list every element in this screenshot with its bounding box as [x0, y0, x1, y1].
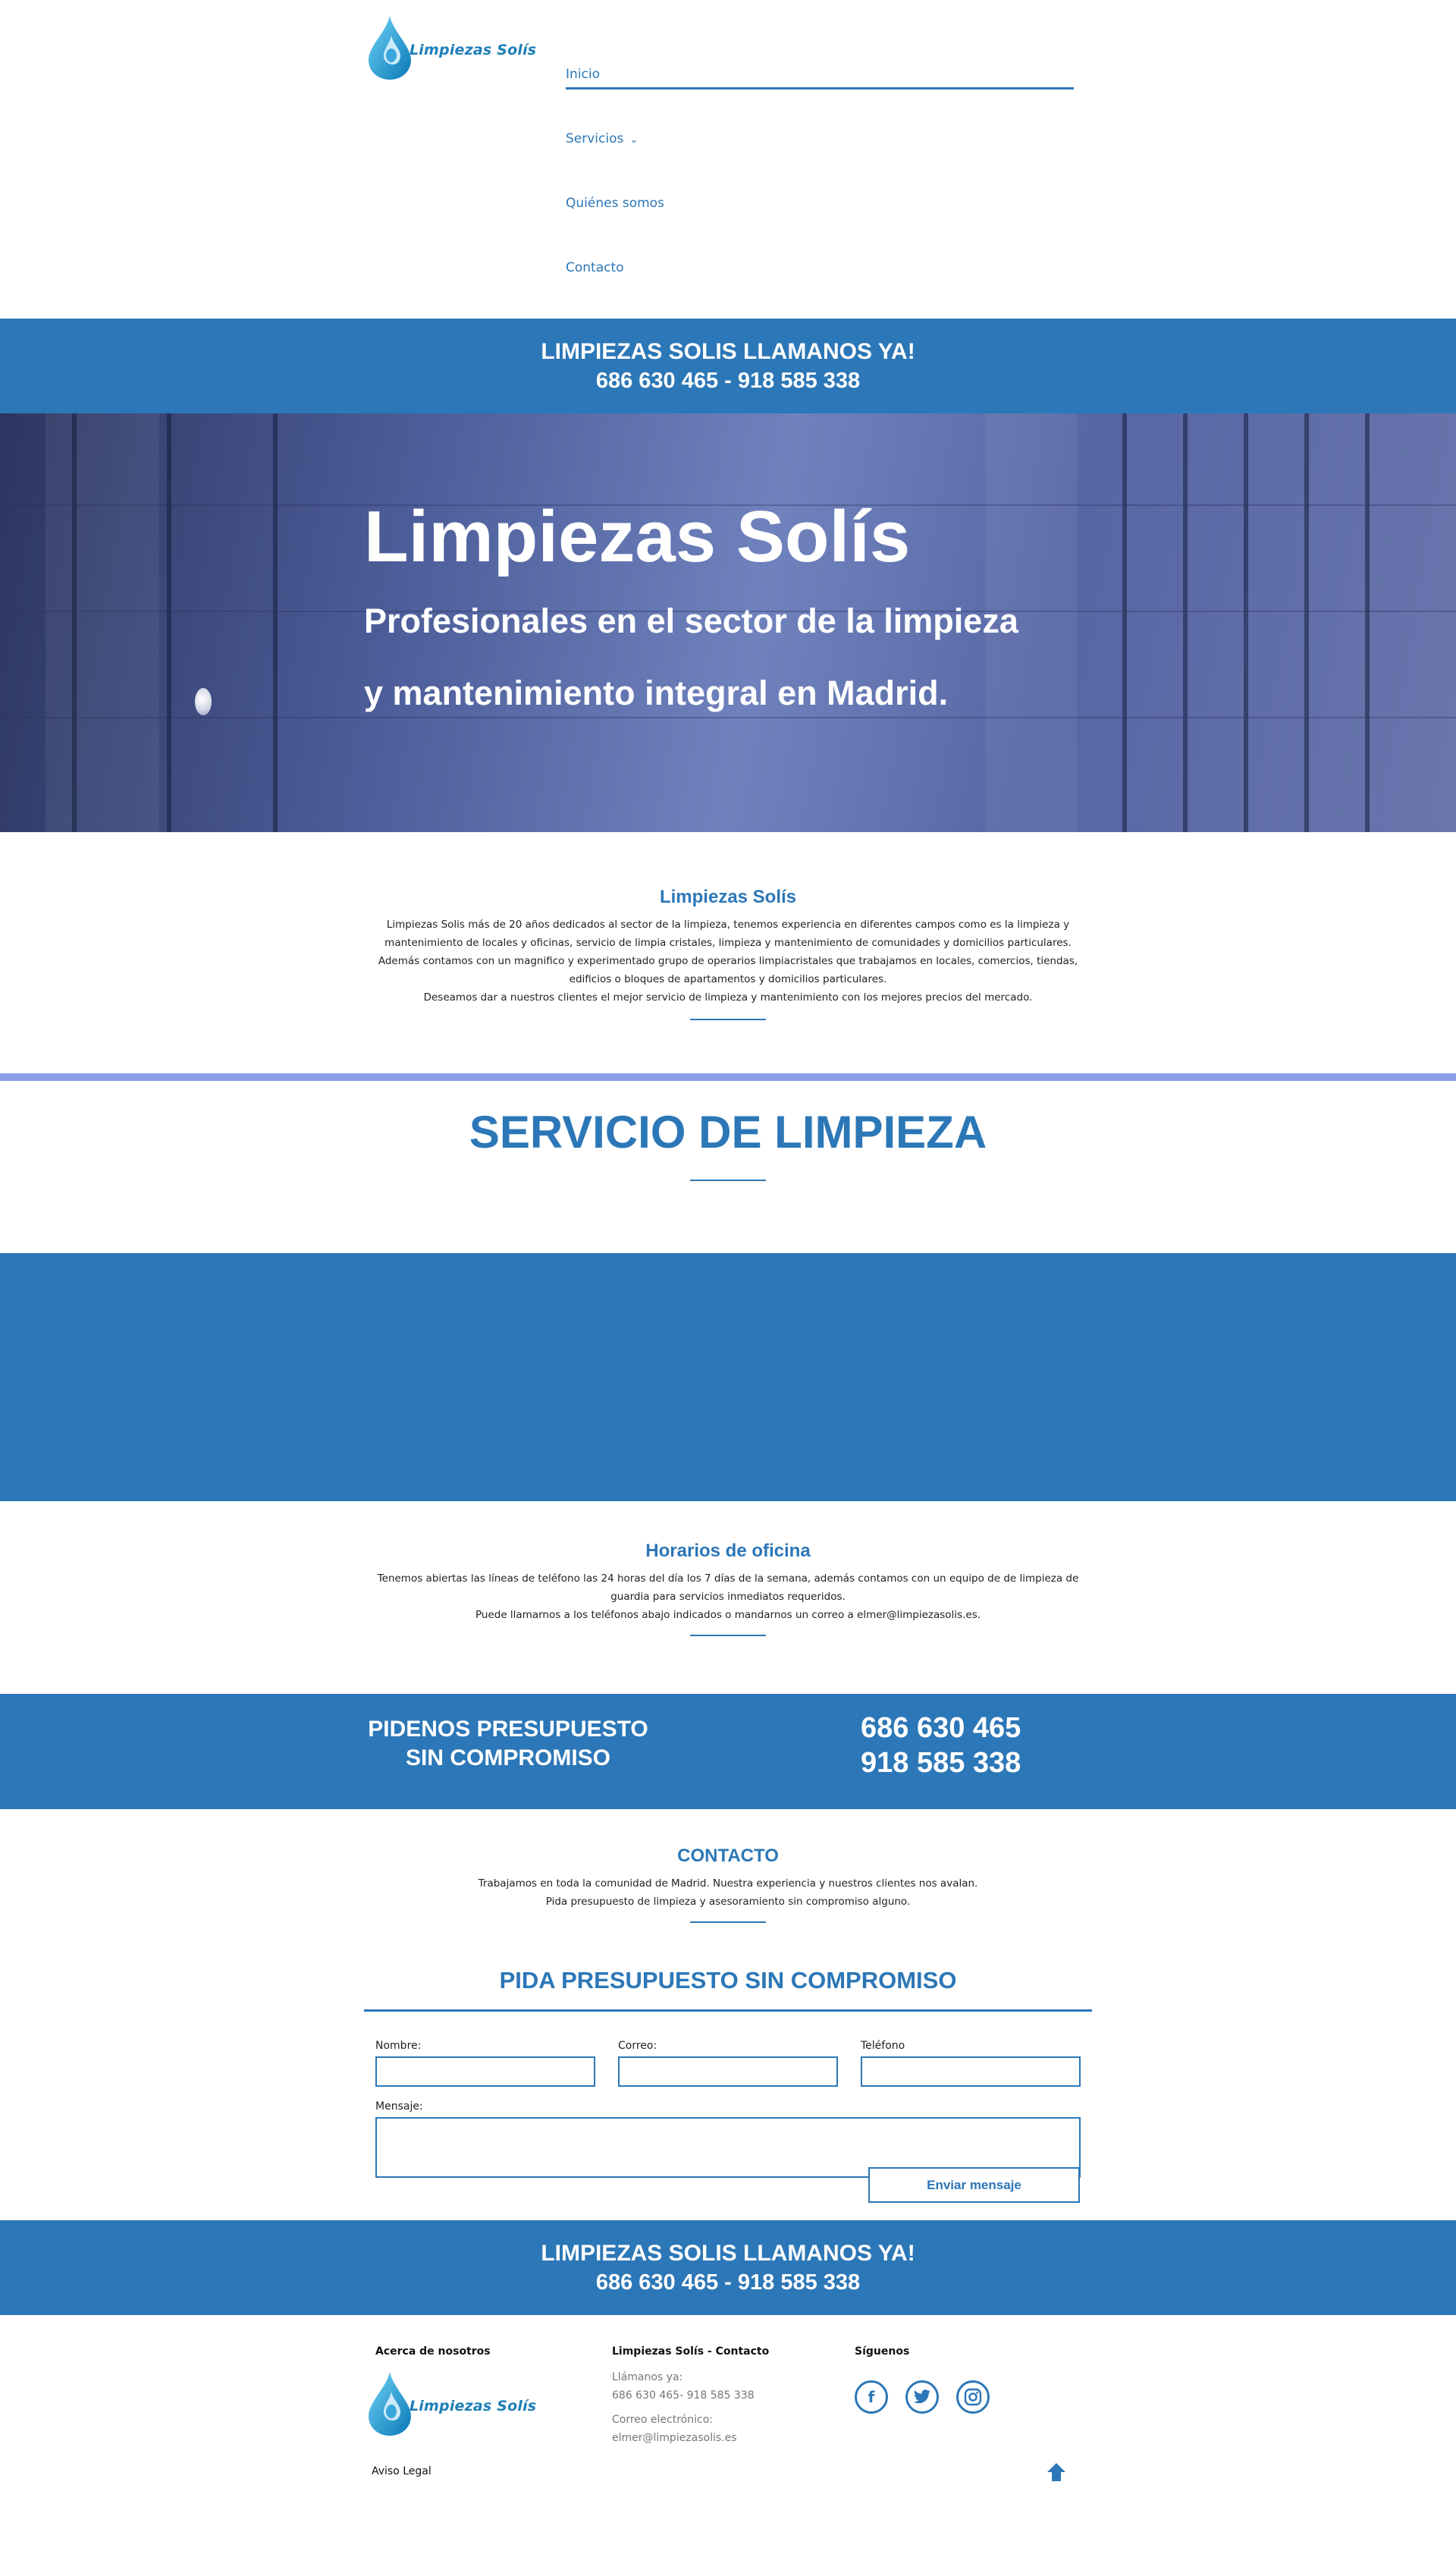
- email-field-group: [618, 2040, 838, 2087]
- services-blue-block: [0, 1253, 1456, 1501]
- about-title: Limpiezas Solís: [659, 887, 797, 907]
- section-divider: [690, 1180, 766, 1181]
- site-footer: [0, 2315, 1456, 2509]
- water-drop-logo-icon: [364, 13, 413, 81]
- contacto-section: [0, 1809, 1456, 1956]
- building-mullion: [1122, 413, 1127, 832]
- footer-about-heading: Acerca de nosotros: [375, 2345, 491, 2358]
- phone-label: Teléfono: [861, 2040, 905, 2052]
- building-mullion: [72, 413, 77, 832]
- building-mullion: [1304, 413, 1309, 832]
- twitter-icon[interactable]: [905, 2380, 939, 2414]
- horarios-text: [364, 1569, 1092, 1624]
- name-input[interactable]: [375, 2056, 595, 2087]
- nav-item-label: Inicio: [566, 67, 600, 82]
- phone-number[interactable]: 918 585 338: [861, 1747, 1021, 1779]
- scroll-to-top-icon[interactable]: [1045, 2461, 1068, 2483]
- building-mullion: [273, 413, 278, 832]
- name-label: Nombre:: [375, 2040, 422, 2052]
- phone-field-group: [861, 2040, 1081, 2087]
- facebook-icon[interactable]: f: [855, 2380, 888, 2414]
- presupuesto-line: SIN COMPROMISO: [405, 1745, 610, 1770]
- call-banner-title: LIMPIEZAS SOLIS LLAMANOS YA!: [541, 2240, 915, 2266]
- about-line: Además contamos con un magnifico y experimentado grupo de operarios limpiacristales que trabajamos en locales, comercios, tiendas,: [378, 955, 1078, 967]
- horarios-line: Tenemos abiertas las líneas de teléfono las 24 horas del día los 7 días de la semana, además contamos con un equipo de de limpieza de: [377, 1572, 1079, 1585]
- nav-item-contacto[interactable]: [566, 260, 1074, 325]
- nav-item-label: Contacto: [566, 260, 624, 275]
- footer-call-label: Llámanos ya:: [612, 2371, 683, 2383]
- section-divider: [690, 1635, 766, 1636]
- chevron-down-icon: ⌄: [629, 134, 639, 146]
- footer-email-link[interactable]: elmer@limpiezasolis.es: [612, 2432, 737, 2444]
- building-mullion: [1365, 413, 1370, 832]
- ceiling-light: [195, 688, 212, 715]
- legal-notice-link[interactable]: Aviso Legal: [372, 2465, 431, 2477]
- accent-bar: [0, 1073, 1456, 1081]
- building-mullion: [1183, 413, 1188, 832]
- hero-title: Limpiezas Solís: [364, 496, 911, 577]
- nav-item-servicios[interactable]: [566, 131, 1074, 196]
- logo-text: Limpiezas Solís: [410, 42, 537, 58]
- hero-content: [364, 495, 1092, 729]
- servicio-section: [0, 1081, 1456, 1253]
- footer-logo[interactable]: [364, 2365, 538, 2441]
- presupuesto-phones: [861, 1711, 1021, 1780]
- section-divider: [690, 1921, 766, 1923]
- contacto-title: CONTACTO: [677, 1846, 779, 1866]
- presupuesto-text: [364, 1715, 652, 1773]
- about-line: mantenimiento de locales y oficinas, servicio de limpia cristales, limpieza y mantenimiento de comunidades y domicilios particulares.: [384, 937, 1072, 949]
- nav-item-quienes-somos[interactable]: [566, 196, 1074, 260]
- site-header: [0, 0, 1456, 319]
- building-mullion: [1244, 413, 1248, 832]
- instagram-camera-icon: [964, 2388, 982, 2406]
- hero-banner: [0, 413, 1456, 832]
- site-logo[interactable]: [364, 9, 538, 85]
- footer-email-label: Correo electrónico:: [612, 2414, 713, 2426]
- main-navigation: [566, 67, 1074, 325]
- call-banner-title: LIMPIEZAS SOLIS LLAMANOS YA!: [541, 338, 915, 364]
- name-field-group: [375, 2040, 595, 2087]
- footer-contact-heading: Limpiezas Solís - Contacto: [612, 2345, 770, 2358]
- email-input[interactable]: [618, 2056, 838, 2087]
- footer-call-numbers[interactable]: 686 630 465- 918 585 338: [612, 2389, 755, 2402]
- call-banner-top: [0, 319, 1456, 413]
- contacto-text: [0, 1874, 1456, 1911]
- nav-item-label: Quiénes somos: [566, 196, 664, 211]
- nav-item-inicio[interactable]: [566, 67, 1074, 90]
- horarios-line: Puede llamarnos a los teléfonos abajo indicados o mandarnos un correo a elmer@limpiezasolis.es.: [475, 1609, 981, 1621]
- about-line: Limpiezas Solis más de 20 años dedicados al sector de la limpieza, tenemos experiencia en diferentes campos como es la limpieza y: [386, 919, 1070, 931]
- building-glass-panel: [46, 413, 159, 832]
- servicio-title: SERVICIO DE LIMPIEZA: [469, 1107, 987, 1158]
- horarios-title: Horarios de oficina: [645, 1541, 811, 1561]
- logo-text: Limpiezas Solís: [410, 2398, 537, 2414]
- building-mullion: [167, 413, 171, 832]
- footer-follow-heading: Síguenos: [855, 2345, 910, 2358]
- about-text: [364, 916, 1092, 1007]
- contacto-line: Trabajamos en toda la comunidad de Madrid. Nuestra experiencia y nuestros clientes nos avalan.: [478, 1877, 978, 1890]
- twitter-bird-icon: [913, 2389, 931, 2405]
- message-label: Mensaje:: [375, 2100, 423, 2113]
- call-banner-phones[interactable]: 686 630 465 - 918 585 338: [595, 2270, 861, 2295]
- send-message-button[interactable]: Enviar mensaje: [868, 2167, 1080, 2203]
- horarios-section: [0, 1501, 1456, 1694]
- contacto-line: Pida presupuesto de limpieza y asesoramiento sin compromiso alguno.: [545, 1896, 911, 1908]
- call-banner-phones[interactable]: 686 630 465 - 918 585 338: [595, 368, 861, 393]
- email-label: Correo:: [618, 2040, 657, 2052]
- hero-subtitle: Profesionales en el sector de la limpieza y mantenimiento integral en Madrid.: [364, 602, 1018, 712]
- section-divider: [690, 1019, 766, 1020]
- horarios-line: guardia para servicios inmediatos requeridos.: [610, 1591, 846, 1603]
- instagram-icon[interactable]: [956, 2380, 990, 2414]
- presupuesto-banner: [0, 1694, 1456, 1809]
- presupuesto-line: PIDENOS PRESUPUESTO: [368, 1717, 648, 1742]
- message-field-group: [375, 2100, 1081, 2178]
- phone-input[interactable]: [861, 2056, 1081, 2087]
- quote-form: [0, 1956, 1456, 2220]
- about-section: [0, 832, 1456, 1073]
- about-line: edificios o bloques de apartamentos y domicilios particulares.: [569, 973, 887, 985]
- water-drop-logo-icon: [364, 2369, 413, 2437]
- about-line: Deseamos dar a nuestros clientes el mejor servicio de limpieza y mantenimiento con los mejores precios del mercado.: [423, 991, 1033, 1004]
- call-banner-bottom: [0, 2220, 1456, 2315]
- nav-item-label: Servicios: [566, 131, 624, 146]
- form-title: PIDA PRESUPUESTO SIN COMPROMISO: [364, 1967, 1092, 2012]
- phone-number[interactable]: 686 630 465: [861, 1712, 1021, 1744]
